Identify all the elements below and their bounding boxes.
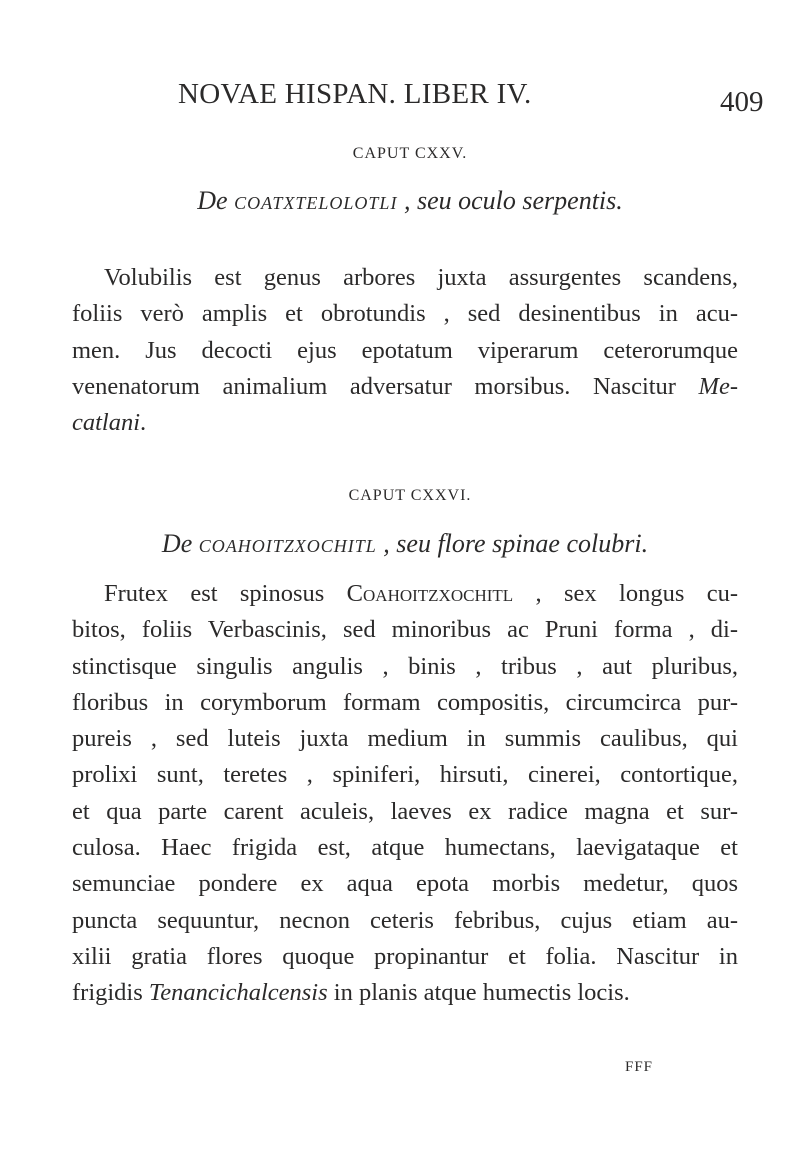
text-line-start: frigidis (72, 979, 149, 1007)
text-line: puncta sequuntur, necnon ceteris febribus, cujus etiam au- (72, 906, 738, 934)
signature-mark: FFF (625, 1059, 654, 1075)
page-number: 409 (720, 86, 764, 118)
text-line: xilii gratia flores quoque propinantur et folia. Nascitur in (72, 942, 738, 970)
text-line: stinctisque singulis angulis , binis , tribus , aut pluribus, (72, 652, 738, 680)
title-suffix: , seu oculo serpentis. (397, 186, 623, 215)
text-line: Volubilis est genus arbores juxta assurgentes scandens, (104, 264, 738, 291)
text-line-start: Frutex est spinosus (104, 580, 347, 607)
plant-name: coahoitzxochitl (198, 529, 377, 558)
text-line: pureis , sed luteis juxta medium in summis caulibus, qui (72, 725, 738, 753)
place-name: Tenancichalcensis (148, 979, 328, 1007)
text-line: bitos, foliis Verbascinis, sed minoribus ac Pruni forma , di- (72, 616, 738, 644)
chapter-paragraph (72, 576, 738, 1012)
text-line-end: in planis atque humectis locis. (327, 979, 630, 1007)
chapter-heading: CAPUT CXXV. (352, 145, 468, 162)
text-line-end: , sex longus cu- (513, 580, 738, 607)
text-line: et qua parte carent aculeis, laeves ex radice magna et sur- (72, 797, 738, 825)
text-line: foliis verò amplis et obrotundis , sed desinentibus in acu- (72, 300, 738, 328)
title-prefix: De (197, 186, 235, 215)
place-name: Me- (698, 372, 738, 400)
text-line: semunciae pondere ex aqua epota morbis medetur, quos (72, 870, 738, 898)
title-suffix: , seu flore spinae colubri. (376, 529, 649, 558)
text-line (72, 975, 738, 1011)
text-line (72, 405, 738, 441)
place-name: catlani (72, 409, 141, 437)
text-line: men. Jus decocti ejus epotatum viperarum ceterorumque (72, 336, 738, 364)
text-line (72, 576, 738, 612)
running-head: NOVAE HISPAN. LIBER IV. (178, 78, 532, 110)
title-prefix: De (161, 529, 199, 558)
text-line: prolixi sunt, teretes , spiniferi, hirsuti, cinerei, contortique, (72, 761, 738, 789)
text-line: floribus in corymborum formam compositis, circumcirca pur- (72, 688, 738, 716)
chapter-heading: CAPUT CXXVI. (348, 487, 472, 504)
plant-name: coatxtelolotli (234, 186, 398, 215)
plant-name: Coahoitzxochitl (346, 580, 514, 607)
text-line-end: . (140, 409, 147, 437)
text-line (72, 369, 738, 405)
chapter-paragraph (72, 260, 738, 441)
chapter-title (5, 529, 800, 559)
text-line: culosa. Haec frigida est, atque humectans, laevigataque et (72, 834, 738, 862)
chapter-title (10, 186, 800, 216)
text-line-body: venenatorum animalium adversatur morsibus. Nascitur (72, 372, 676, 400)
